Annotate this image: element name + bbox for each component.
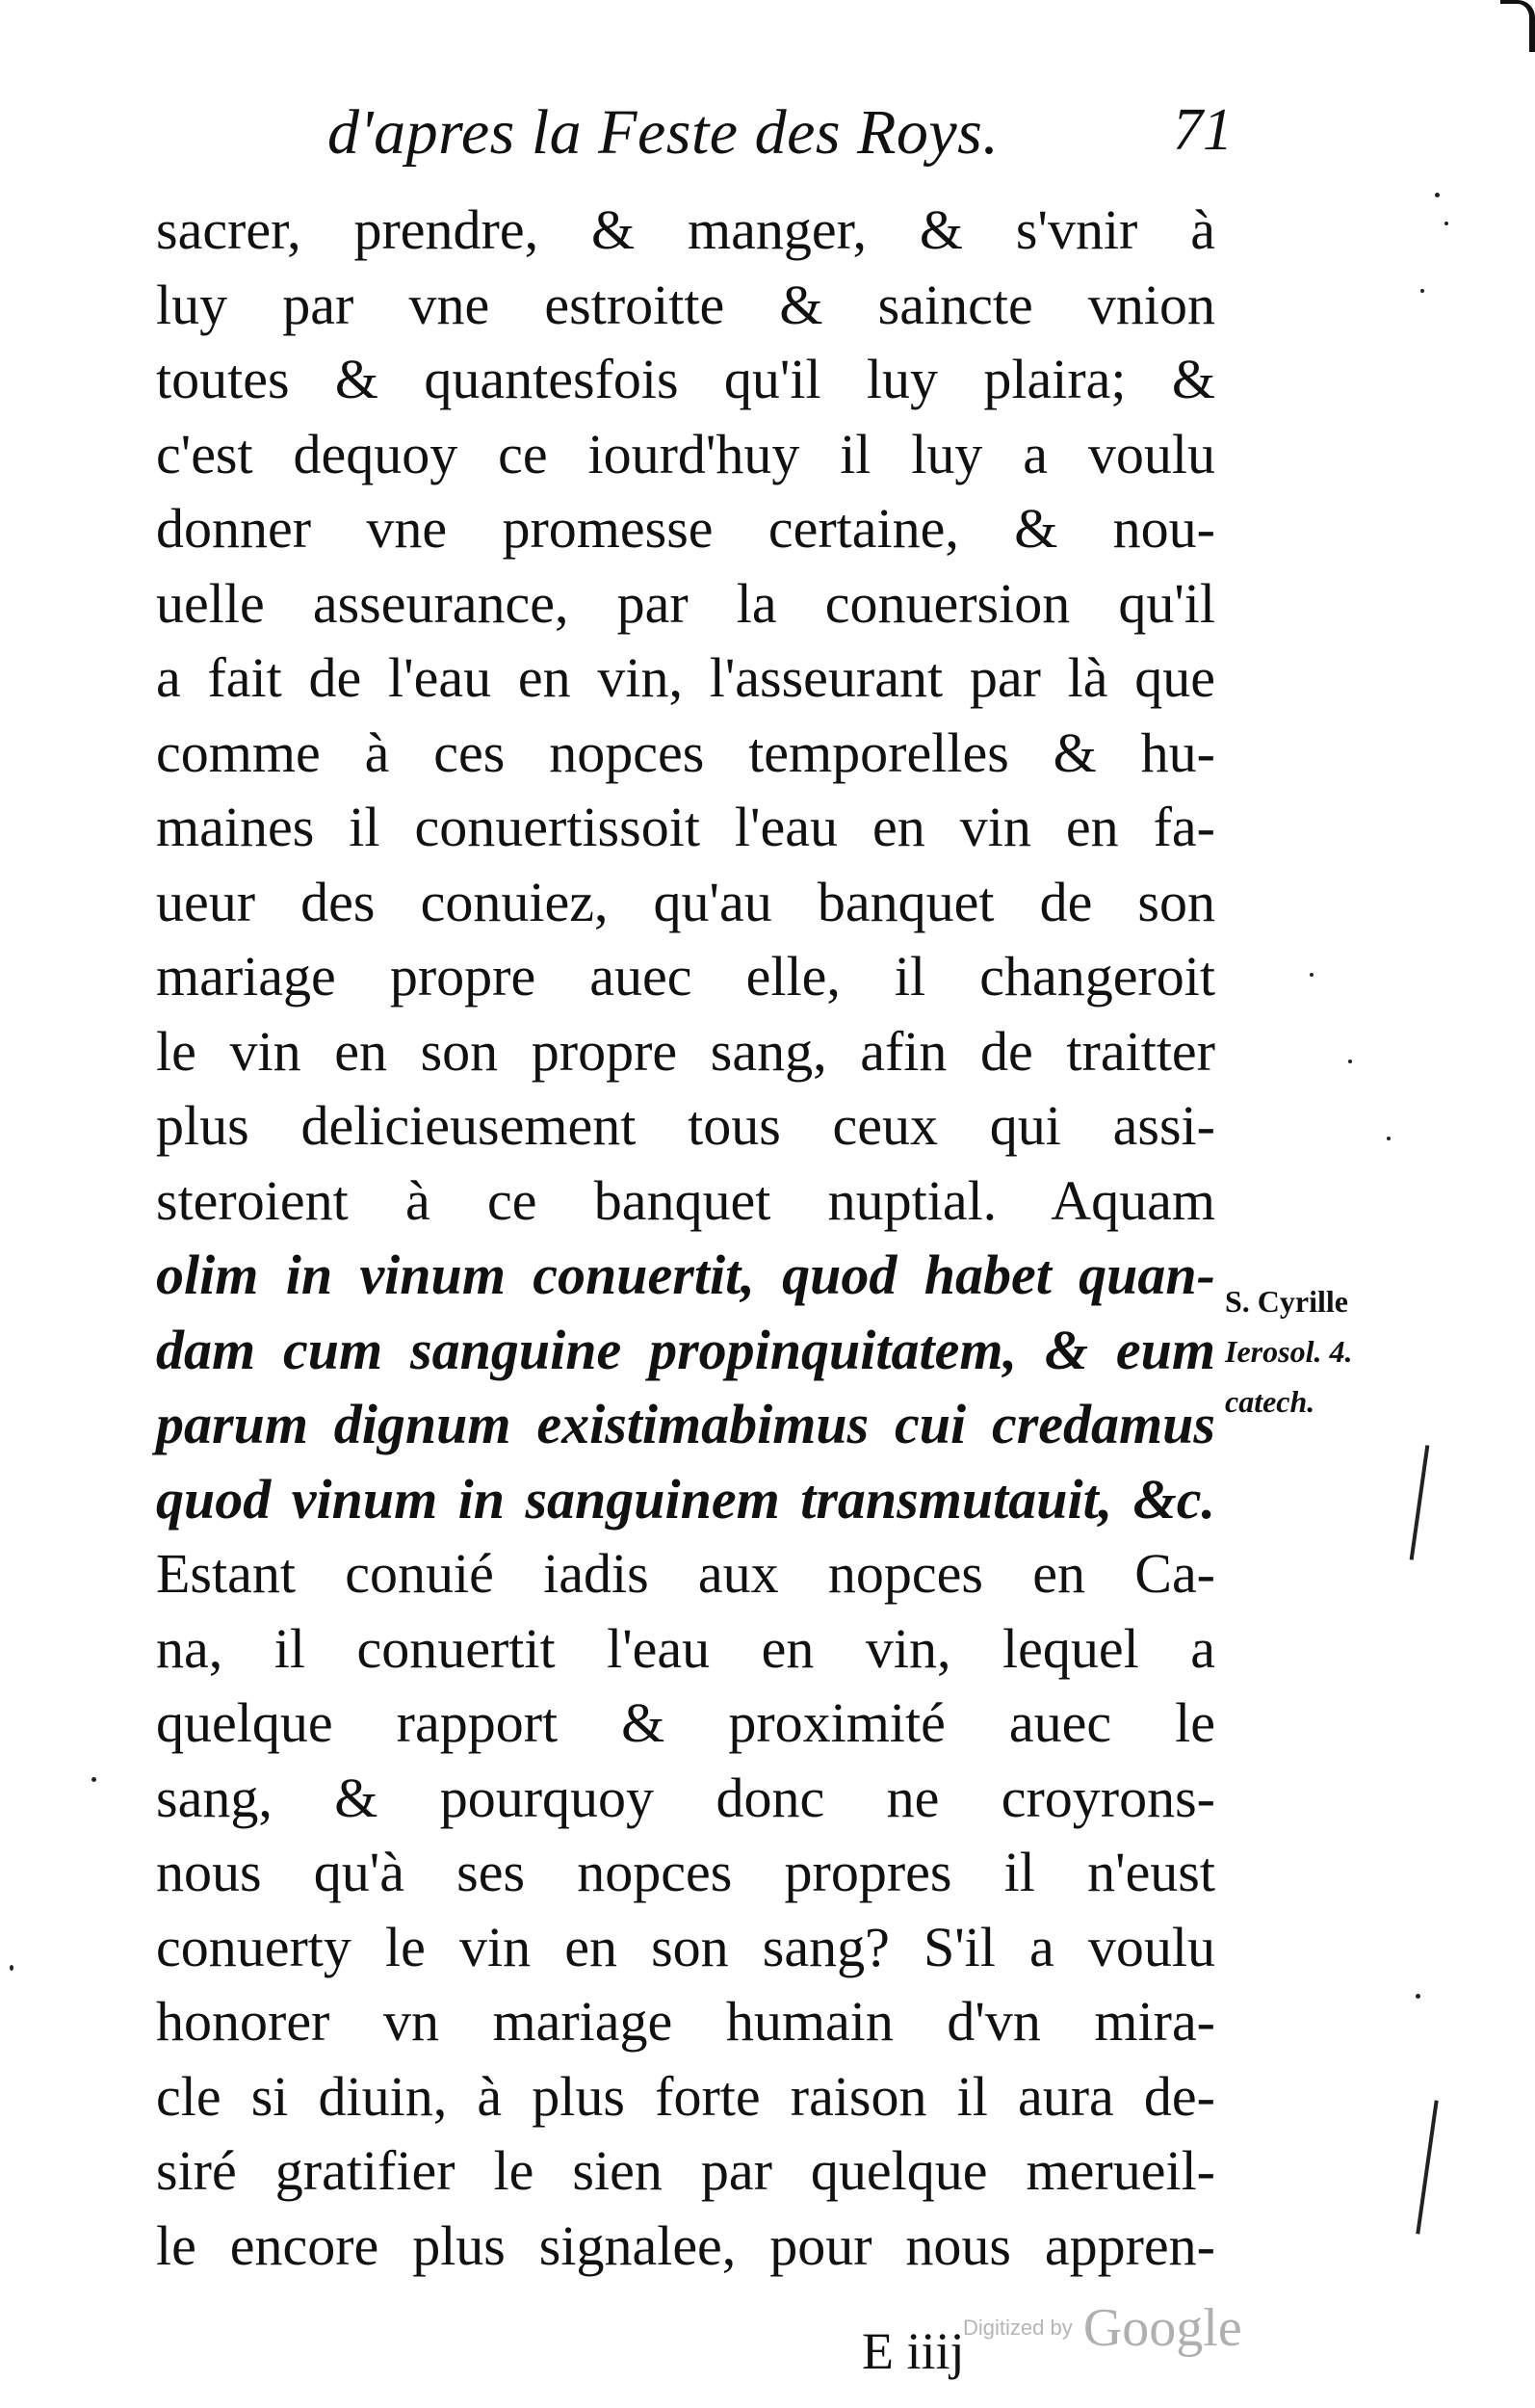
margin-note-work: Ierosol. 4. [1225,1334,1353,1369]
body-text [156,193,1215,2283]
margin-note-author: S. Cyrille [1225,1284,1348,1319]
ink-speck [1310,973,1314,977]
text-line: maines il conuertissoit l'eau en vin en fa- [156,796,1215,858]
text-line: conuerty le vin en son sang? S'il a voulu [156,1915,1215,1978]
margin-note-section: catech. [1225,1384,1315,1419]
google-logo: Google [1082,2298,1242,2358]
text-line: sang, & pourquoy donc ne croyrons- [156,1766,1215,1829]
text-line: nous qu'à ses nopces propres il n'eust [156,1841,1215,1903]
text-line: honorer vn mariage humain d'vn mira- [156,1990,1215,2053]
text-line: na, il conuertit l'eau en vin, lequel a [156,1616,1215,1680]
text-line: cle si diuin, à plus forte raison il aura de- [156,2064,1215,2128]
text-line: c'est dequoy ce iourd'huy il luy a voulu [156,422,1215,485]
text-line: siré gratifier le sien par quelque merueil- [156,2139,1215,2202]
text-line: Estant conuié iadis aux nopces en Ca- [156,1542,1215,1605]
text-line: olim in vinum conuertit, quod habet quan- [156,1243,1215,1306]
page-number: 71 [1173,97,1233,163]
text-line: steroient à ce banquet nuptial. Aquam [156,1168,1215,1232]
text-line: parum dignum existimabimus cui credamus [156,1393,1215,1455]
text-line: sacrer, prendre, & manger, & s'vnir à [156,198,1215,261]
ink-speck [1416,1994,1420,1999]
text-line: le encore plus signalee, pour nous appren- [156,2213,1215,2277]
ink-speck [1348,1060,1352,1063]
text-line: mariage propre auec elle, il changeroit [156,945,1215,1008]
text-line: uelle asseurance, par la conuersion qu'il [156,571,1215,635]
text-line: a fait de l'eau en vin, l'asseurant par là que [156,646,1215,709]
margin-note [1225,1276,1379,1426]
text-line: quod vinum in sanguinem transmutauit, &c. [156,1467,1215,1531]
text-line: dam cum sanguine propinquitatem, & eum [156,1318,1215,1381]
page-edge-mark [1416,2100,1438,2234]
text-line: le vin en son propre sang, afin de traitter [156,1019,1215,1083]
ink-speck [91,1777,96,1782]
ink-speck [1387,1137,1391,1140]
text-line: luy par vne estroitte & saincte vnion [156,273,1215,336]
page-corner-mark [1500,0,1535,52]
text-line: quelque rapport & proximité auec le [156,1691,1215,1754]
text-line: donner vne promesse certaine, & nou- [156,497,1215,560]
signature-mark: E iiij [862,2322,965,2380]
text-line: toutes & quantesfois qu'il luy plaira; & [156,348,1215,410]
digitized-prefix: Digitized by [963,2316,1073,2340]
text-line: ueur des conuiez, qu'au banquet de son [156,870,1215,933]
ink-speck [10,1965,13,1971]
text-line: comme à ces nopces temporelles & hu- [156,720,1215,784]
digitized-by-watermark [963,2297,1242,2359]
running-head: d'apres la Feste des Roys. [327,97,1000,168]
ink-speck [1420,289,1424,293]
text-line: plus delicieusement tous ceux qui assi- [156,1094,1215,1157]
ink-speck [1444,222,1448,225]
page-edge-mark [1410,1445,1430,1559]
page-header [279,96,1233,173]
ink-speck [1435,193,1440,197]
